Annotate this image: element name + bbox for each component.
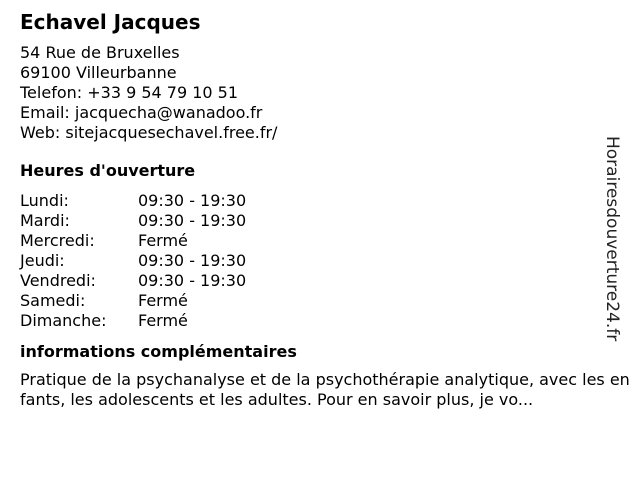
hours-row-saturday xyxy=(20,291,246,311)
info-description: Pratique de la psychanalyse et de la psychothérapie analytique, avec les enfants, les adolescents et les adultes. Pour en savoir plus, je vo... xyxy=(20,370,630,409)
hours-row-tuesday xyxy=(20,211,246,231)
site-watermark: Horairesdouverture24.fr xyxy=(602,136,622,342)
hours-row-sunday xyxy=(20,311,246,331)
contact-block xyxy=(20,43,632,143)
hours-row-monday xyxy=(20,191,246,211)
hours-heading: Heures d'ouverture xyxy=(20,161,196,180)
day-hours: 09:30 - 19:30 xyxy=(138,191,247,210)
day-label: Jeudi: xyxy=(20,251,65,270)
business-name: Echavel Jacques xyxy=(20,10,201,34)
email-line: Email: jacquecha@wanadoo.fr xyxy=(20,103,263,122)
hours-row-wednesday xyxy=(20,231,246,251)
day-hours: Fermé xyxy=(138,231,188,250)
day-label: Mardi: xyxy=(20,211,70,230)
address-street: 54 Rue de Bruxelles xyxy=(20,43,180,62)
address-city: 69100 Villeurbanne xyxy=(20,63,177,82)
day-label: Vendredi: xyxy=(20,271,96,290)
phone-line: Telefon: +33 9 54 79 10 51 xyxy=(20,83,239,102)
day-label: Dimanche: xyxy=(20,311,107,330)
day-hours: 09:30 - 19:30 xyxy=(138,251,247,270)
day-hours: 09:30 - 19:30 xyxy=(138,271,247,290)
day-hours: Fermé xyxy=(138,291,188,310)
day-label: Lundi: xyxy=(20,191,69,210)
hours-row-thursday xyxy=(20,251,246,271)
business-card xyxy=(20,10,632,410)
hours-row-friday xyxy=(20,271,246,291)
day-hours: Fermé xyxy=(138,311,188,330)
day-hours: 09:30 - 19:30 xyxy=(138,211,247,230)
info-heading: informations complémentaires xyxy=(20,342,297,361)
day-label: Samedi: xyxy=(20,291,86,310)
day-label: Mercredi: xyxy=(20,231,95,250)
opening-hours-table xyxy=(20,191,246,331)
web-line: Web: sitejacquesechavel.free.fr/ xyxy=(20,123,278,142)
